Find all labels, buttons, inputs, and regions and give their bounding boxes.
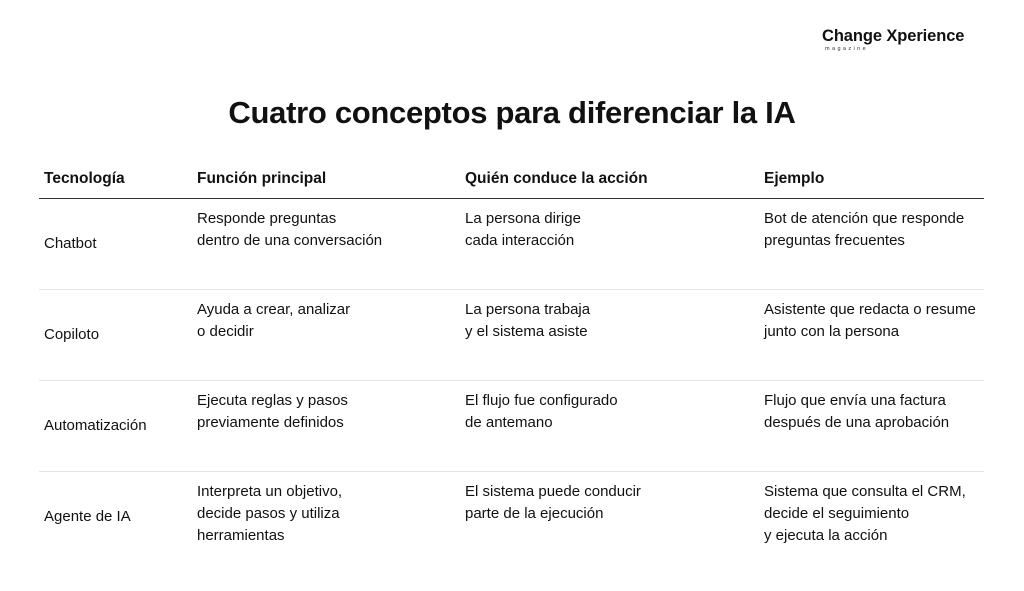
comparison-table xyxy=(39,160,984,562)
cell-tecnologia: Agente de IA xyxy=(44,508,131,525)
header-quien-conduce: Quién conduce la acción xyxy=(465,170,648,187)
cell-funcion: Responde preguntas dentro de una conversación xyxy=(197,210,383,249)
cell-conduce: El flujo fue configurado de antemano xyxy=(465,392,618,431)
cell-funcion: Ayuda a crear, analizar o decidir xyxy=(197,301,351,340)
table-row-agente-ia xyxy=(39,472,984,562)
cell-funcion: Interpreta un objetivo, decide pasos y utiliza herramientas xyxy=(197,483,343,544)
cell-conduce: La persona dirige cada interacción xyxy=(465,210,581,249)
header-funcion-principal: Función principal xyxy=(197,170,327,187)
brand-logo xyxy=(822,27,982,52)
page-title: Cuatro conceptos para diferenciar la IA xyxy=(228,95,796,130)
brand-name: Change Xperience xyxy=(822,27,965,45)
cell-ejemplo: Asistente que redacta o resume junto con la persona xyxy=(764,301,976,340)
cell-tecnologia: Copiloto xyxy=(44,326,100,343)
cell-ejemplo: Sistema que consulta el CRM, decide el seguimiento y ejecuta la acción xyxy=(764,483,966,544)
cell-ejemplo: Flujo que envía una factura después de una aprobación xyxy=(764,392,950,431)
header-tecnologia: Tecnología xyxy=(44,170,125,187)
cell-conduce: La persona trabaja y el sistema asiste xyxy=(465,301,591,340)
cell-ejemplo: Bot de atención que responde preguntas frecuentes xyxy=(764,210,965,249)
cell-tecnologia: Chatbot xyxy=(44,235,97,252)
header-ejemplo: Ejemplo xyxy=(764,170,825,187)
table-header-row xyxy=(39,160,984,199)
table-row-automatizacion xyxy=(39,381,984,472)
cell-conduce: El sistema puede conducir parte de la ejecución xyxy=(465,483,641,522)
table-row-chatbot xyxy=(39,199,984,290)
cell-tecnologia: Automatización xyxy=(44,417,147,434)
table-row-copiloto xyxy=(39,290,984,381)
brand-subtitle: magazine xyxy=(825,46,869,52)
cell-funcion: Ejecuta reglas y pasos previamente definidos xyxy=(197,392,348,431)
